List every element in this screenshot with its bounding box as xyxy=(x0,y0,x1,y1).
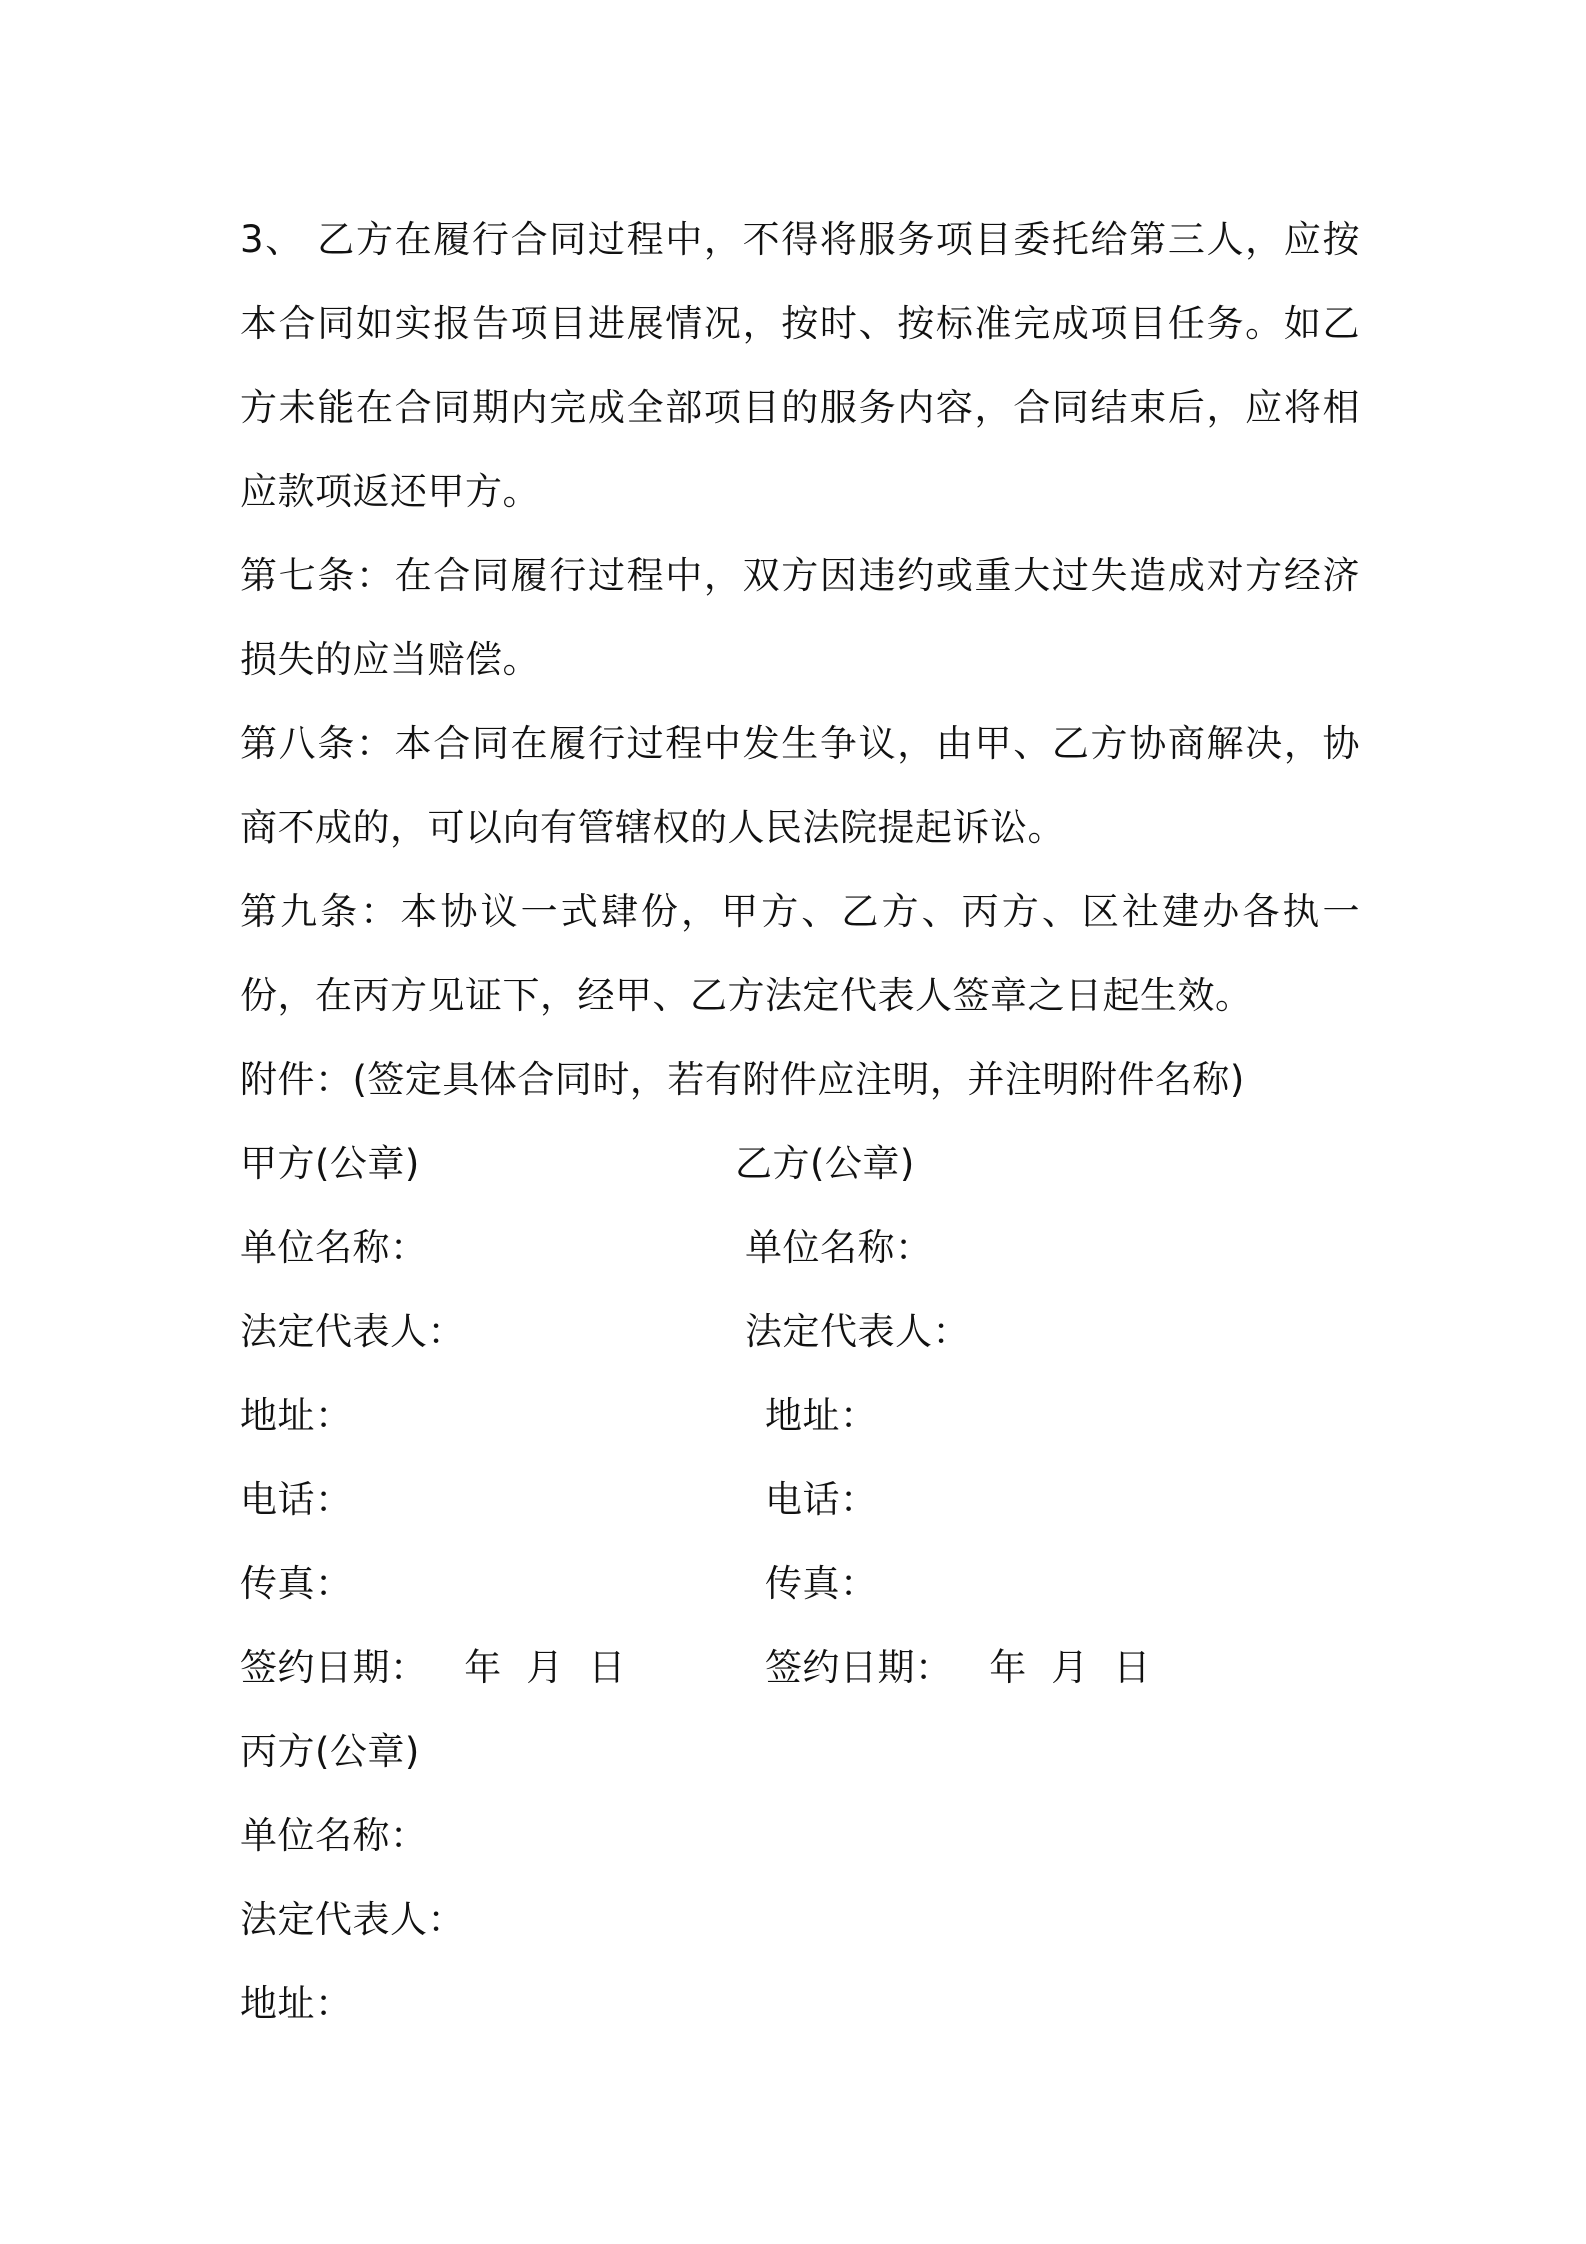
article-9-paragraph: 第九条：本协议一式肆份，甲方、乙方、丙方、区社建办各执一份，在丙方见证下，经甲、乙方法定代表人签章之日起生效。 xyxy=(240,890,1360,1017)
signature-row-fax xyxy=(240,1542,1360,1626)
party-b-legal-rep-label: 法定代表人： xyxy=(745,1310,970,1353)
party-b-phone-label: 电话： xyxy=(765,1478,878,1521)
party-a-sign-date-label: 签约日期： 年 月 日 xyxy=(240,1646,626,1689)
party-c-row-address xyxy=(240,1962,1360,2046)
signature-row-address xyxy=(240,1374,1360,1458)
party-a-phone-label: 电话： xyxy=(240,1478,353,1521)
party-c-title: 丙方(公章) xyxy=(240,1730,420,1773)
signature-party-titles xyxy=(240,1122,1360,1206)
attachment-note: 附件：(签定具体合同时，若有附件应注明，并注明附件名称) xyxy=(240,1058,1245,1101)
party-c-legal-rep-label: 法定代表人： xyxy=(240,1898,465,1941)
party-a-fax-label: 传真： xyxy=(240,1562,353,1605)
party-b-sign-date-label: 签约日期： 年 月 日 xyxy=(765,1646,1151,1689)
article-8-paragraph: 第八条：本合同在履行过程中发生争议，由甲、乙方协商解决，协商不成的，可以向有管辖权的人民法院提起诉讼。 xyxy=(240,722,1360,849)
signature-row-sign-date xyxy=(240,1626,1360,1710)
article-7-paragraph: 第七条：在合同履行过程中，双方因违约或重大过失造成对方经济损失的应当赔偿。 xyxy=(240,554,1360,681)
party-a-address-label: 地址： xyxy=(240,1394,353,1437)
party-b-title: 乙方(公章) xyxy=(735,1142,915,1185)
clause-3-paragraph: 3、 乙方在履行合同过程中，不得将服务项目委托给第三人，应按本合同如实报告项目进展情况，按时、按标准完成项目任务。如乙方未能在合同期内完成全部项目的服务内容，合同结束后，应将相应款项返还甲方。 xyxy=(240,218,1360,513)
signature-row-unit-name xyxy=(240,1206,1360,1290)
party-a-title: 甲方(公章) xyxy=(240,1142,420,1185)
party-b-address-label: 地址： xyxy=(765,1394,878,1437)
signature-row-legal-rep xyxy=(240,1290,1360,1374)
party-a-legal-rep-label: 法定代表人： xyxy=(240,1310,465,1353)
signature-row-phone xyxy=(240,1458,1360,1542)
party-b-unit-name-label: 单位名称： xyxy=(745,1226,933,1269)
party-c-row-legal-rep xyxy=(240,1878,1360,1962)
contract-body xyxy=(240,198,1360,2046)
party-c-unit-name-label: 单位名称： xyxy=(240,1814,428,1857)
party-c-address-label: 地址： xyxy=(240,1982,353,2025)
party-b-fax-label: 传真： xyxy=(765,1562,878,1605)
signature-party-c-title-row xyxy=(240,1710,1360,1794)
party-a-unit-name-label: 单位名称： xyxy=(240,1226,428,1269)
party-c-row-unit-name xyxy=(240,1794,1360,1878)
